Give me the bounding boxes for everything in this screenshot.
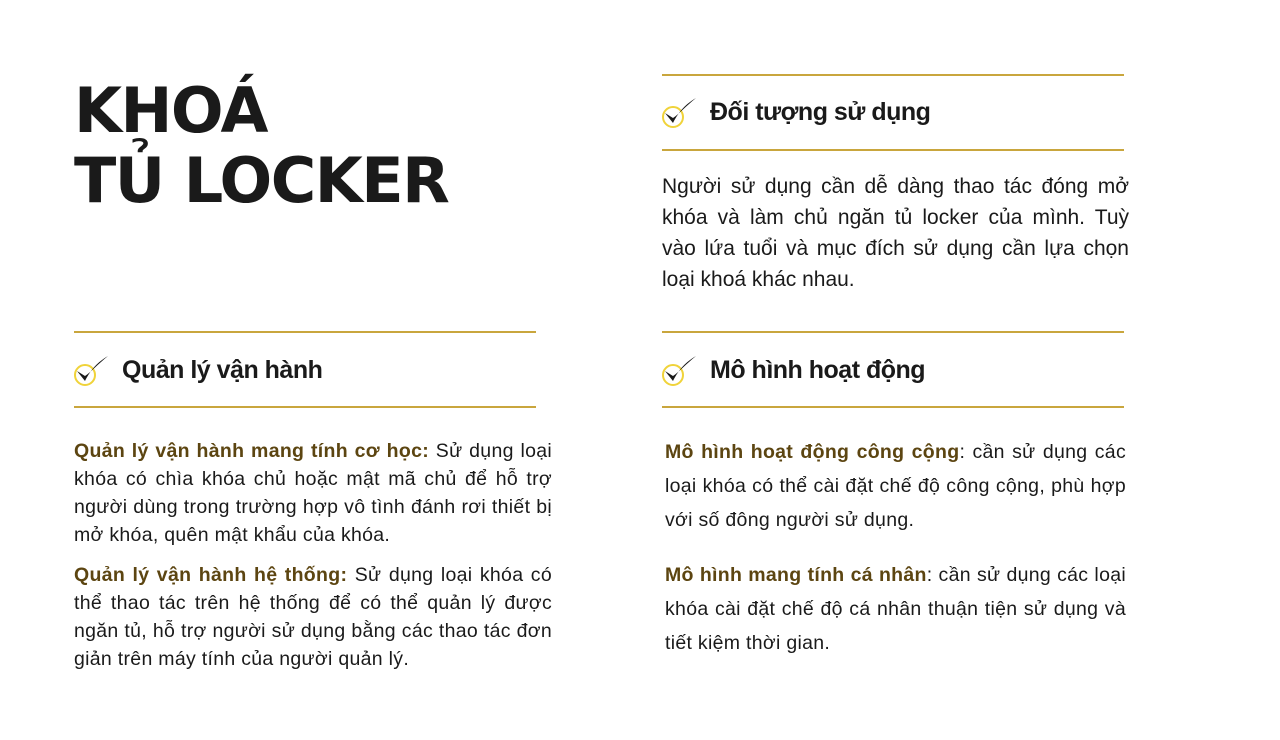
- page-title-line-2: TỦ LOCKER: [74, 144, 449, 217]
- model-item: [665, 435, 1126, 537]
- checkmark-icon: [74, 352, 110, 388]
- users-body: [662, 171, 1129, 295]
- checkmark-icon: [662, 352, 698, 388]
- management-top-divider: [74, 331, 536, 333]
- model-item: [665, 558, 1126, 660]
- management-bottom-divider: [74, 406, 536, 408]
- management-heading: [74, 350, 322, 390]
- model-bottom-divider: [662, 406, 1124, 408]
- management-heading-label: Quản lý vận hành: [122, 355, 323, 384]
- model-item-text: : cần sử dụng các loại khóa cài đặt chế độ cá nhân thuận tiện sử dụng và tiết kiệm thời gian.: [665, 564, 1126, 654]
- model-heading: [662, 350, 925, 390]
- checkmark-icon: [662, 94, 698, 130]
- management-item-text: Sử dụng loại khóa có thể thao tác trên hệ thống để có thể quản lý được ngăn tủ, hỗ trợ người sử dụng bằng các thao tác đơn giản trên máy tính của người quản lý.: [74, 564, 552, 670]
- model-top-divider: [662, 331, 1124, 333]
- model-item-text: : cần sử dụng các loại khóa có thể cài đặt chế độ công cộng, phù hợp với số đông người sử dụng.: [665, 441, 1126, 531]
- users-bottom-divider: [662, 149, 1124, 151]
- management-item: [74, 437, 552, 549]
- management-item: [74, 561, 552, 673]
- users-heading: [662, 92, 930, 132]
- management-item-label: Quản lý vận hành mang tính cơ học:: [74, 440, 430, 462]
- management-item-text: Sử dụng loại khóa có chìa khóa chủ hoặc mật mã chủ để hỗ trợ người dùng trong trường hợp vô tình đánh rơi thiết bị mở khóa, quên mật khẩu của khóa.: [74, 440, 553, 546]
- model-body: [665, 435, 1126, 660]
- page-title-line-1: KHOÁ: [74, 74, 267, 147]
- model-item-label: Mô hình mang tính cá nhân: [665, 564, 927, 586]
- management-item-label: Quản lý vận hành hệ thống:: [74, 564, 348, 586]
- model-heading-label: Mô hình hoạt động: [710, 355, 926, 384]
- model-item-label: Mô hình hoạt động công cộng: [665, 441, 960, 463]
- users-body-text: Người sử dụng cần dễ dàng thao tác đóng mở khóa và làm chủ ngăn tủ locker của mình. Tuỳ vào lứa tuổi và mục đích sử dụng cần lựa chọn loại khoá khác nhau.: [662, 175, 1129, 291]
- users-heading-label: Đối tượng sử dụng: [710, 97, 931, 126]
- users-top-divider: [662, 74, 1124, 76]
- management-body: [74, 437, 552, 673]
- page-title: [74, 76, 448, 216]
